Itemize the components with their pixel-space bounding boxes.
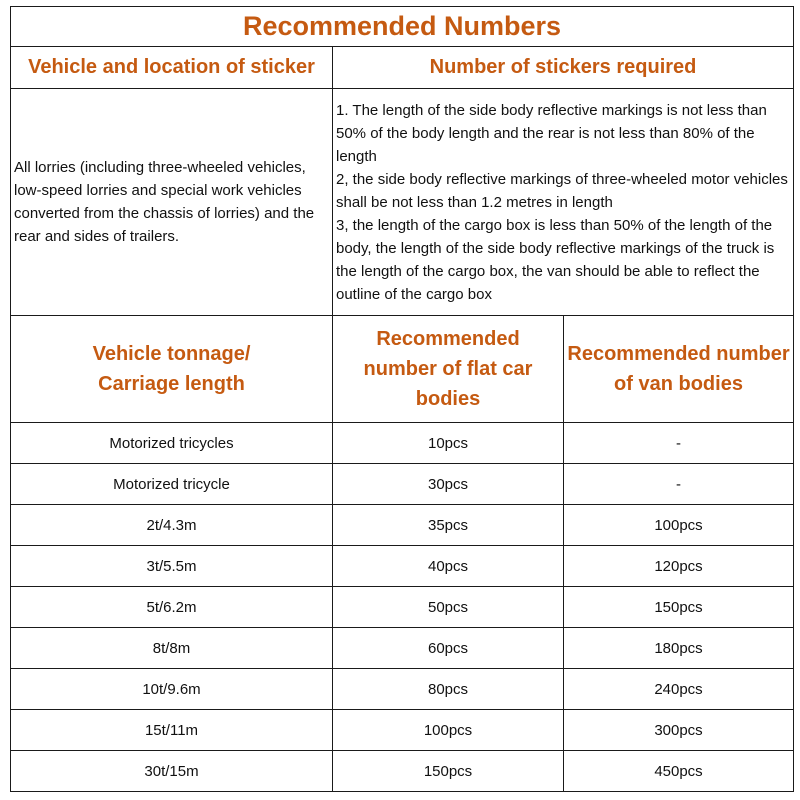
tonnage-cell: 10t/9.6m (11, 669, 333, 710)
table-row (11, 546, 794, 587)
flat-count-cell: 35pcs (333, 505, 564, 546)
van-count-cell: 450pcs (564, 751, 794, 792)
van-count-cell: 180pcs (564, 628, 794, 669)
applicability-cell: All lorries (including three-wheeled vehicles, low-speed lorries and special work vehicles converted from the chassis of lorries) and the rear and sides of trailers. (11, 89, 333, 316)
van-count-cell: 240pcs (564, 669, 794, 710)
tonnage-cell: 8t/8m (11, 628, 333, 669)
table-row (11, 423, 794, 464)
flat-count-cell: 80pcs (333, 669, 564, 710)
flat-count-cell: 50pcs (333, 587, 564, 628)
table-row (11, 751, 794, 792)
tonnage-cell: Motorized tricycles (11, 423, 333, 464)
requirements-cell (333, 89, 794, 316)
requirement-item: 1. The length of the side body reflective markings is not less than 50% of the body length and the rear is not less than 80% of the length (336, 101, 767, 165)
van-count-cell: 120pcs (564, 546, 794, 587)
flat-count-cell: 10pcs (333, 423, 564, 464)
table-row (11, 628, 794, 669)
tonnage-column-header: Vehicle tonnage/ Carriage length (11, 316, 333, 423)
tonnage-cell: 30t/15m (11, 751, 333, 792)
vehicle-location-header: Vehicle and location of sticker (11, 47, 333, 89)
requirement-item: 2, the side body reflective markings of three-wheeled motor vehicles shall be not less than 1.2 metres in length (336, 170, 788, 211)
van-count-cell: 100pcs (564, 505, 794, 546)
flat-count-cell: 100pcs (333, 710, 564, 751)
flat-count-cell: 40pcs (333, 546, 564, 587)
table-title: Recommended Numbers (11, 7, 794, 47)
tonnage-cell: 3t/5.5m (11, 546, 333, 587)
table-row (11, 710, 794, 751)
tonnage-cell: 5t/6.2m (11, 587, 333, 628)
van-count-cell: 300pcs (564, 710, 794, 751)
recommended-numbers-table (10, 6, 794, 792)
tonnage-cell: 15t/11m (11, 710, 333, 751)
flat-count-cell: 30pcs (333, 464, 564, 505)
flat-body-column-header: Recommended number of flat car bodies (333, 316, 564, 423)
van-body-column-header: Recommended number of van bodies (564, 316, 794, 423)
table-row (11, 505, 794, 546)
requirement-item: 3, the length of the cargo box is less than 50% of the length of the body, the length of the side body reflective markings of the truck is the length of the cargo box, the van should be able to reflect the outline of the cargo box (336, 216, 775, 303)
tonnage-cell: Motorized tricycle (11, 464, 333, 505)
table-row (11, 587, 794, 628)
van-count-cell: 150pcs (564, 587, 794, 628)
van-count-cell: - (564, 423, 794, 464)
table-row (11, 669, 794, 710)
tonnage-cell: 2t/4.3m (11, 505, 333, 546)
table-row (11, 464, 794, 505)
flat-count-cell: 150pcs (333, 751, 564, 792)
van-count-cell: - (564, 464, 794, 505)
stickers-required-header: Number of stickers required (333, 47, 794, 89)
flat-count-cell: 60pcs (333, 628, 564, 669)
